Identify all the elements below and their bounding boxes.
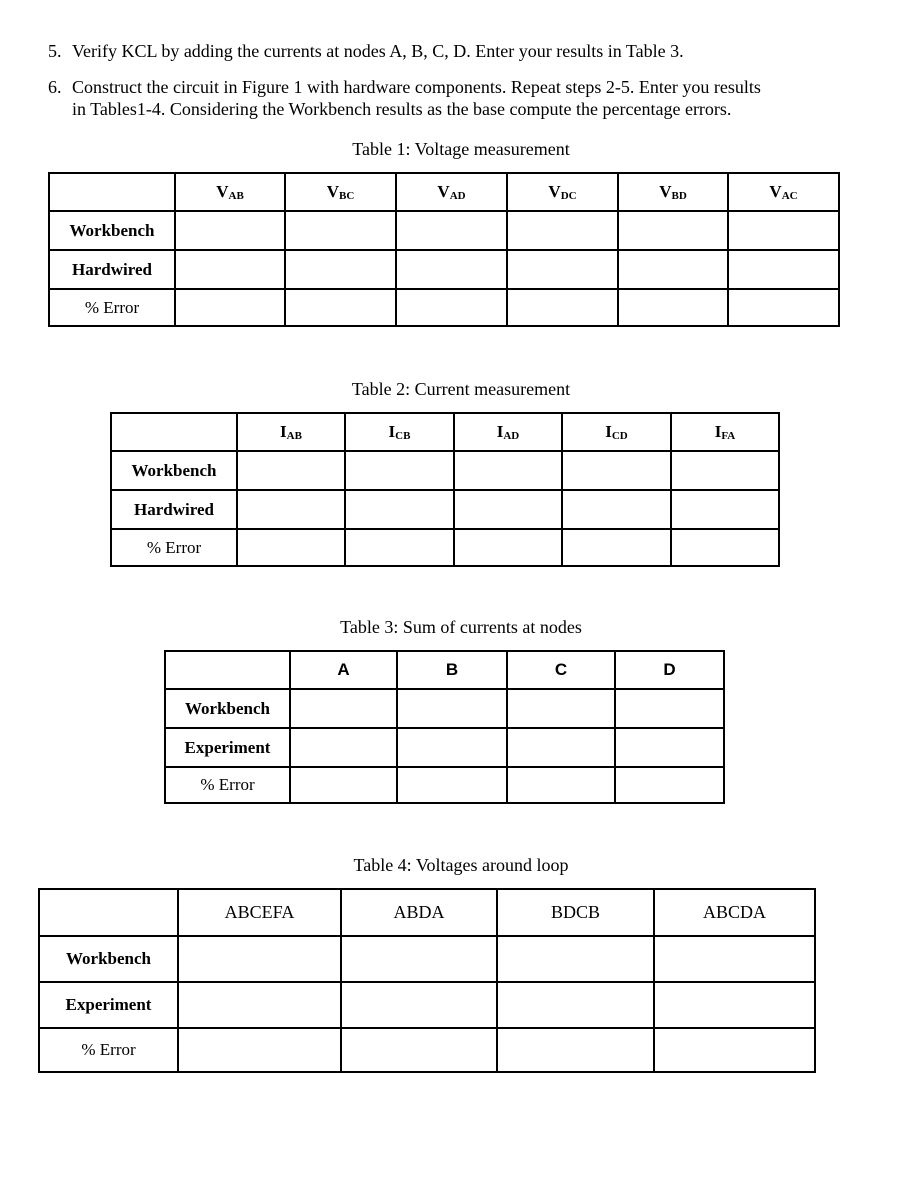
table1-input-cell[interactable] bbox=[396, 211, 507, 250]
table2-row-label-error: % Error bbox=[111, 529, 237, 566]
table1-input-cell[interactable] bbox=[618, 289, 728, 326]
table4-input-cell[interactable] bbox=[654, 1028, 815, 1072]
table2-current-measurement bbox=[110, 412, 780, 567]
table2-input-cell[interactable] bbox=[562, 451, 671, 490]
table1-header-vab: $V_{AB}$ bbox=[175, 173, 285, 211]
table3-input-cell[interactable] bbox=[507, 689, 615, 728]
table2-input-cell[interactable] bbox=[671, 529, 779, 566]
table2-input-cell[interactable] bbox=[671, 451, 779, 490]
table1-input-cell[interactable] bbox=[507, 289, 618, 326]
table2-header-icd: $I_{CD}$ bbox=[562, 413, 671, 451]
table1-input-cell[interactable] bbox=[285, 211, 396, 250]
table4-input-cell[interactable] bbox=[497, 982, 654, 1028]
table4-input-cell[interactable] bbox=[497, 936, 654, 982]
table2-row-label-hardwired: Hardwired bbox=[111, 490, 237, 529]
table1-voltage-measurement bbox=[48, 172, 840, 327]
table3-input-cell[interactable] bbox=[507, 728, 615, 767]
table1-input-cell[interactable] bbox=[507, 250, 618, 289]
table3-input-cell[interactable] bbox=[397, 728, 507, 767]
table1-input-cell[interactable] bbox=[728, 289, 839, 326]
table4-corner-cell bbox=[39, 889, 178, 936]
table4-row-label-error: % Error bbox=[39, 1028, 178, 1072]
table4-caption: Table 4: Voltages around loop bbox=[353, 855, 569, 875]
step-6 bbox=[48, 76, 888, 120]
table1-input-cell[interactable] bbox=[396, 289, 507, 326]
table4-input-cell[interactable] bbox=[178, 936, 341, 982]
table4-input-cell[interactable] bbox=[341, 1028, 497, 1072]
table3-header-b: B bbox=[397, 651, 507, 689]
table1-input-cell[interactable] bbox=[618, 250, 728, 289]
table2-input-cell[interactable] bbox=[237, 451, 345, 490]
table1-header-vdc: $V_{DC}$ bbox=[507, 173, 618, 211]
table1-input-cell[interactable] bbox=[175, 250, 285, 289]
table2-header-iab: $I_{AB}$ bbox=[237, 413, 345, 451]
table1-corner-cell bbox=[49, 173, 175, 211]
table2-input-cell[interactable] bbox=[671, 490, 779, 529]
table3-input-cell[interactable] bbox=[615, 728, 724, 767]
table2-row-label-workbench: Workbench bbox=[111, 451, 237, 490]
table3-header-a: A bbox=[290, 651, 397, 689]
table2-input-cell[interactable] bbox=[562, 529, 671, 566]
step-5-text: Verify KCL by adding the currents at nodes A, B, C, D. Enter your results in Table 3. bbox=[72, 41, 684, 61]
table4-row-label-experiment: Experiment bbox=[39, 982, 178, 1028]
table3-input-cell[interactable] bbox=[290, 728, 397, 767]
table1-input-cell[interactable] bbox=[285, 250, 396, 289]
table3-row-label-error: % Error bbox=[165, 767, 290, 803]
table4-input-cell[interactable] bbox=[341, 982, 497, 1028]
table4-header-abcefa: ABCEFA bbox=[178, 889, 341, 936]
table3-input-cell[interactable] bbox=[290, 767, 397, 803]
table4-input-cell[interactable] bbox=[178, 982, 341, 1028]
table4-row-label-workbench: Workbench bbox=[39, 936, 178, 982]
table1-input-cell[interactable] bbox=[728, 250, 839, 289]
table2-input-cell[interactable] bbox=[454, 490, 562, 529]
table3-input-cell[interactable] bbox=[397, 767, 507, 803]
table3-header-d: D bbox=[615, 651, 724, 689]
table3-sum-of-currents bbox=[164, 650, 725, 804]
table1-input-cell[interactable] bbox=[507, 211, 618, 250]
table4-header-abda: ABDA bbox=[341, 889, 497, 936]
table3-input-cell[interactable] bbox=[615, 767, 724, 803]
table2-input-cell[interactable] bbox=[345, 490, 454, 529]
table2-input-cell[interactable] bbox=[562, 490, 671, 529]
table4-header-bdcb: BDCB bbox=[497, 889, 654, 936]
table1-input-cell[interactable] bbox=[175, 289, 285, 326]
table2-caption: Table 2: Current measurement bbox=[351, 379, 571, 399]
step-5-number: 5. bbox=[48, 41, 62, 61]
table1-row-label-hardwired: Hardwired bbox=[49, 250, 175, 289]
table4-input-cell[interactable] bbox=[497, 1028, 654, 1072]
table1-input-cell[interactable] bbox=[285, 289, 396, 326]
table1-input-cell[interactable] bbox=[396, 250, 507, 289]
table2-header-iad: $I_{AD}$ bbox=[454, 413, 562, 451]
step-6-number: 6. bbox=[48, 77, 62, 97]
table3-input-cell[interactable] bbox=[615, 689, 724, 728]
table1-header-vbc: $V_{BC}$ bbox=[285, 173, 396, 211]
step-5 bbox=[48, 40, 888, 62]
table3-input-cell[interactable] bbox=[507, 767, 615, 803]
table3-corner-cell bbox=[165, 651, 290, 689]
step-6-text-line2: in Tables1-4. Considering the Workbench results as the base compute the percentage errors. bbox=[72, 99, 732, 119]
step-6-text-line1: Construct the circuit in Figure 1 with hardware components. Repeat steps 2-5. Enter you results bbox=[72, 77, 761, 97]
table3-input-cell[interactable] bbox=[290, 689, 397, 728]
table1-header-vac: $V_{AC}$ bbox=[728, 173, 839, 211]
table4-input-cell[interactable] bbox=[178, 1028, 341, 1072]
table1-row-label-error: % Error bbox=[49, 289, 175, 326]
table2-corner-cell bbox=[111, 413, 237, 451]
table1-caption: Table 1: Voltage measurement bbox=[352, 139, 570, 159]
table2-input-cell[interactable] bbox=[237, 490, 345, 529]
table2-input-cell[interactable] bbox=[345, 451, 454, 490]
table4-input-cell[interactable] bbox=[341, 936, 497, 982]
table3-input-cell[interactable] bbox=[397, 689, 507, 728]
table3-header-c: C bbox=[507, 651, 615, 689]
table4-voltages-around-loop bbox=[38, 888, 816, 1073]
table2-input-cell[interactable] bbox=[345, 529, 454, 566]
table2-input-cell[interactable] bbox=[237, 529, 345, 566]
table2-input-cell[interactable] bbox=[454, 451, 562, 490]
table2-header-icb: $I_{CB}$ bbox=[345, 413, 454, 451]
table1-header-vad: $V_{AD}$ bbox=[396, 173, 507, 211]
table1-input-cell[interactable] bbox=[728, 211, 839, 250]
table3-row-label-experiment: Experiment bbox=[165, 728, 290, 767]
table1-input-cell[interactable] bbox=[618, 211, 728, 250]
table1-row-label-workbench: Workbench bbox=[49, 211, 175, 250]
table1-header-vbd: $V_{BD}$ bbox=[618, 173, 728, 211]
table1-input-cell[interactable] bbox=[175, 211, 285, 250]
table4-header-abcda: ABCDA bbox=[654, 889, 815, 936]
table2-header-ifa: $I_{FA}$ bbox=[671, 413, 779, 451]
table3-caption: Table 3: Sum of currents at nodes bbox=[340, 617, 582, 637]
table3-row-label-workbench: Workbench bbox=[165, 689, 290, 728]
table4-input-cell[interactable] bbox=[654, 982, 815, 1028]
table4-input-cell[interactable] bbox=[654, 936, 815, 982]
table2-input-cell[interactable] bbox=[454, 529, 562, 566]
